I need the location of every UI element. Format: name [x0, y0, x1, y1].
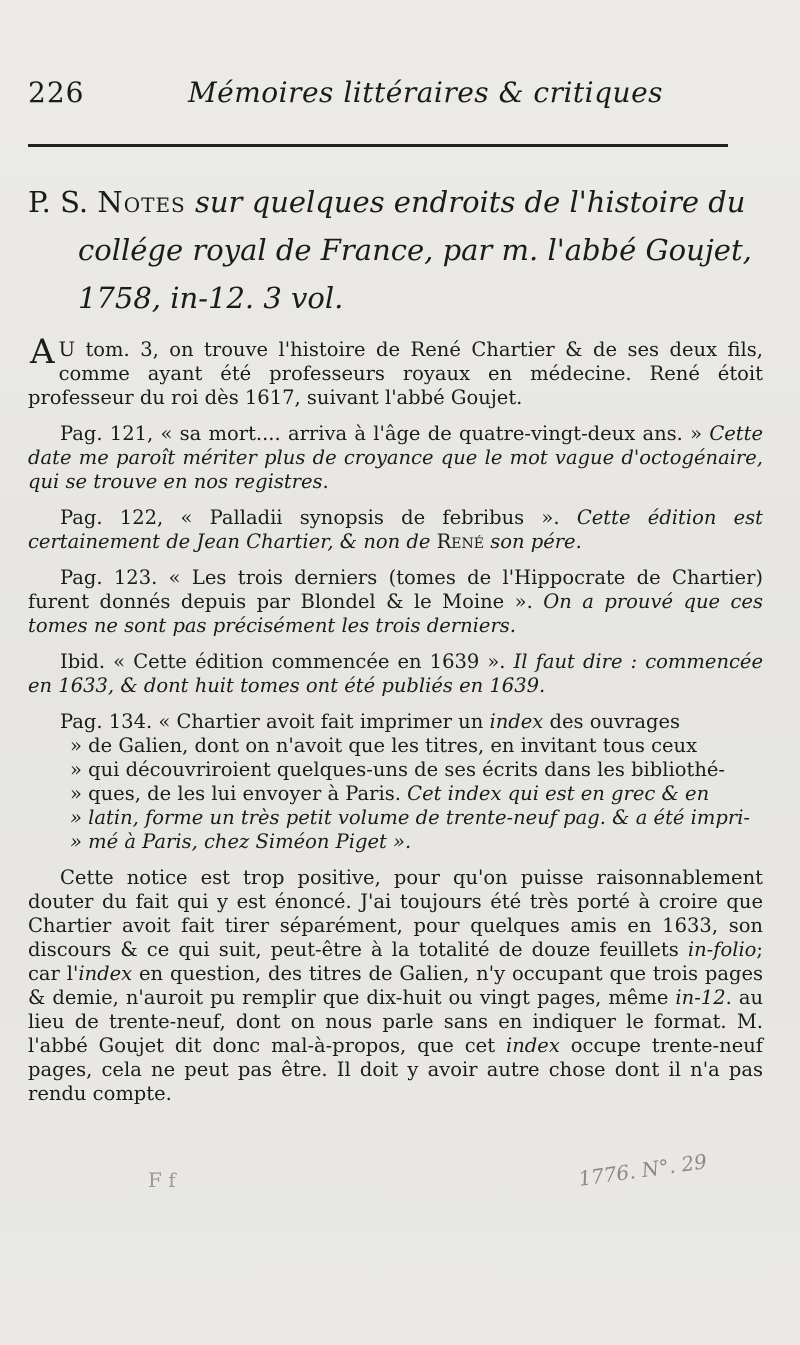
paragraph-6-line-3: » qui découvriroient quelques-uns de ses écrits dans les bibliothé- [70, 758, 726, 781]
title-notes: Notes [97, 185, 186, 219]
paragraph-6-line-4 [28, 782, 763, 806]
running-title: Mémoires littéraires & critiques [188, 76, 664, 109]
paragraph-2 [28, 422, 763, 494]
paragraph-3 [28, 506, 763, 554]
paragraph-6-line-6: » mé à Paris, chez Siméon Piget ». [70, 830, 412, 853]
paragraph-7-index-1: index [78, 962, 133, 985]
paragraph-3-comment-b: son pére. [490, 530, 582, 553]
paragraph-7-in-12: in-12 [675, 986, 726, 1009]
paragraph-7-index-2: index [506, 1034, 560, 1057]
faint-volume-mark: 1776. N°. 29 [576, 1149, 709, 1191]
paragraph-7-in-folio: in-folio [687, 938, 757, 961]
header-rule [28, 144, 728, 147]
paragraph-3-name: René [436, 530, 484, 553]
title-lead: P. S. [28, 185, 89, 219]
page-header [28, 76, 768, 120]
paragraph-4 [28, 566, 763, 638]
paragraph-5-comment: Il faut dire : commencée en 1633, & dont huit tomes ont été publiés en 1639. [28, 650, 764, 697]
paragraph-1-text: U tom. 3, on trouve l'histoire de René Chartier & de ses deux fils, comme ayant été professeurs royaux en médecine. René étoit professeur du roi dès 1617, suivant l'abbé Goujet. [28, 338, 763, 409]
paragraph-7-a: Cette notice est trop positive, pour qu'on puisse raisonnablement douter du fait qui y est énoncé. J'ai toujours été très porté à croire que Chartier avoit fait tirer séparément, pour quelques amis en 1633, son discours & ce qui suit, peut-être à la totalité de douze feuillets [28, 866, 763, 961]
paragraph-4-quote: Pag. 123. « Les trois derniers (tomes de l'Hippocrate de Chartier) furent donnés depuis par Blondel & le Moine ». [28, 566, 763, 613]
paragraph-1 [28, 332, 763, 410]
paragraph-7-e: occupe trente-neuf pages, cela ne peut pas être. Il doit y avoir autre chose dont il n'a pas rendu compte. [28, 1034, 764, 1105]
page-number: 226 [28, 76, 85, 109]
paragraph-2-quote: Pag. 121, « sa mort.... arriva à l'âge de quatre-vingt-deux ans. » [60, 422, 703, 445]
paragraph-6-line-1a: Pag. 134. « Chartier avoit fait imprimer un [60, 710, 484, 733]
title-line-3: 1758, in-12. 3 vol. [78, 281, 344, 315]
paragraph-7-b: ; car l' [28, 938, 763, 985]
paragraph-6-line-1-index: index [489, 710, 544, 733]
faint-signature-mark: F f [148, 1168, 176, 1192]
section-title [28, 178, 768, 322]
paragraph-5-quote: Ibid. « Cette édition commencée en 1639 ». [60, 650, 506, 673]
paragraph-3-quote: Pag. 122, « Palladii synopsis de febribus ». [60, 506, 560, 529]
paragraph-2-comment: Cette date me paroît mériter plus de croyance que le mot vague d'octogénaire, qui se trouve en nos registres. [28, 422, 763, 493]
paragraph-4-comment: On a prouvé que ces tomes ne sont pas précisément les trois derniers. [28, 590, 763, 637]
body-text [28, 332, 764, 1118]
paragraph-6-line-4a: » ques, de les lui envoyer à Paris. [70, 782, 401, 805]
paragraph-6-line-5: » latin, forme un très petit volume de trente-neuf pag. & a été impri- [70, 806, 751, 829]
paragraph-6 [28, 710, 763, 854]
paragraph-7-d: . au lieu de trente-neuf, dont on nous parle sans en indiquer le format. M. l'abbé Goujet dit donc mal-à-propos, que cet [28, 986, 763, 1057]
paragraph-7-c: en question, des titres de Galien, n'y occupant que trois pages & demie, n'auroit pu remplir que dix-huit ou vingt pages, même [28, 962, 764, 1009]
paragraph-6-line-1b: des ouvrages [549, 710, 681, 733]
paragraph-7 [28, 866, 763, 1106]
title-line-1: sur quelques endroits de l'histoire du [194, 185, 746, 219]
paragraph-3-comment-a: Cette édition est certainement de Jean Chartier, & non de [28, 506, 763, 553]
paragraph-5 [28, 650, 763, 698]
title-line-2: collége royal de France, par m. l'abbé Goujet, [78, 233, 752, 267]
paragraph-6-line-2: » de Galien, dont on n'avoit que les titres, en invitant tous ceux [70, 734, 698, 757]
paragraph-6-line-4-italic: Cet index qui est en grec & en [407, 782, 710, 805]
drop-cap: A [30, 332, 55, 372]
